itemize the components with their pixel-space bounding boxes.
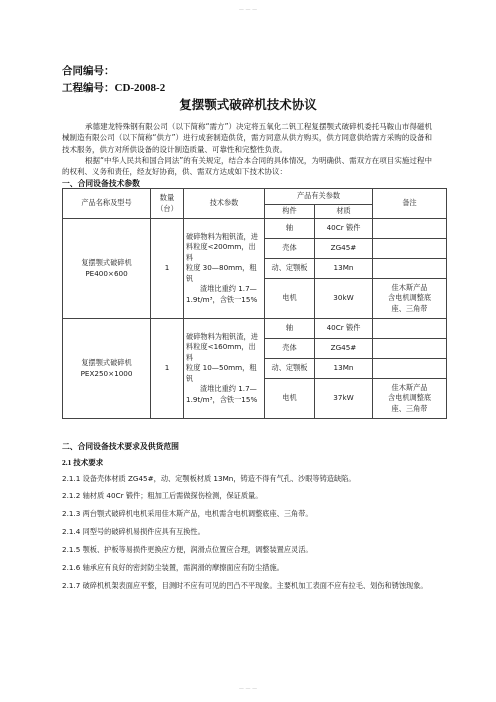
section-2-title: 二、合同设备技术要求及供货范围 [62,442,179,451]
remark-cell [373,259,447,279]
requirement-item: 2.1.5 颚板、护板等易损件更换应方便，润滑点位置应合理，调整装置应灵活。 [62,545,313,554]
component-cell: 电机 [265,279,315,319]
material-cell: 13Mn [315,259,373,279]
requirement-item: 2.1.7 破碎机机架表面应平整，目测时不应有可见的凹凸不平现象。主要机加工表面不应有拉毛、划伤和锈蚀现象。 [62,581,428,590]
requirement-item: 2.1.2 轴材质 40Cr 锻件；粗加工后需做探伤检测，保证质量。 [62,491,263,500]
product-cell: 复摆颚式破碎机 PE400×600 [63,219,151,319]
project-number-label: 工程编号： [62,82,115,94]
tech-params-cell: 破碎物料为粗钒渣，进 料粒度<160mm，出料 粒度 10—50mm，粗钒 渣堆比重约 1.7— 1.9t/m³，含铁一15% [184,319,265,419]
quantity-cell: 1 [151,219,184,319]
component-cell: 动、定颚板 [265,359,315,379]
component-cell: 电机 [265,379,315,419]
header-remark: 备注 [373,189,447,219]
contract-number-label: 合同编号： [62,65,115,77]
material-cell: 40Cr 锻件 [315,319,373,339]
requirement-item: 2.1.1 设备壳体材质 ZG45#，动、定颚板材质 13Mn，铸造不得有气孔、沙眼等铸造缺陷。 [62,474,356,483]
equipment-parameters-table [62,188,447,419]
basis-paragraph: 根据“中华人民共和国合同法”的有关规定，结合本合同的具体情况，为明确供、需双方在项目实施过程中的权利、义务和责任，经友好协商，供、需双方达成如下技术协议： [62,156,432,177]
requirement-item: 2.1.3 两台颚式破碎机电机采用佳木斯产品，电机需含电机调整底座、三角带。 [62,509,313,518]
footer-watermark: — — — [238,686,258,692]
component-cell: 轴 [265,319,315,339]
section-1-title: 一、合同设备技术参数 [62,179,140,188]
table-row [63,319,447,339]
component-cell: 壳体 [265,239,315,259]
product-cell: 复摆颚式破碎机 PEX250×1000 [63,319,151,419]
remark-cell [373,239,447,259]
component-cell: 动、定颚板 [265,259,315,279]
requirement-item: 2.1.4 同型号的破碎机易损件应具有互换性。 [62,527,205,536]
remark-cell: 佳木斯产品 含电机调整底 座、三角带 [373,379,447,419]
header-related-params: 产品有关参数 [265,189,373,205]
material-cell: 37kW [315,379,373,419]
subsection-title: 2.1 技术要求 [62,458,104,467]
header-tech-params: 技术参数 [184,189,265,219]
material-cell: ZG45# [315,339,373,359]
document-title: 复摆颚式破碎机技术协议 [179,97,317,112]
project-code: CD-2008-2 [114,82,166,94]
header-component: 构件 [265,205,315,219]
component-cell: 轴 [265,219,315,239]
quantity-cell: 1 [151,319,184,419]
tech-params-cell: 破碎物料为粗钒渣，进 料粒度<200mm，出料 粒度 30—80mm，粗钒 渣堆比重约 1.7— 1.9t/m³，含铁一15% [184,219,265,319]
remark-cell [373,339,447,359]
header-watermark: — — — [238,7,258,13]
header-quantity: 数量（台） [151,189,184,219]
header-product: 产品名称及型号 [63,189,151,219]
remark-cell: 佳木斯产品 含电机调整底 座、三角带 [373,279,447,319]
component-cell: 壳体 [265,339,315,359]
remark-cell [373,359,447,379]
material-cell: ZG45# [315,239,373,259]
requirement-item: 2.1.6 轴承应有良好的密封防尘装置，需润滑的摩擦面应有防尘措施。 [62,563,284,572]
header-material: 材质 [315,205,373,219]
material-cell: 40Cr 锻件 [315,219,373,239]
remark-cell [373,319,447,339]
intro-paragraph: 承德建龙特殊钢有限公司（以下简称“需方”）决定将五氧化二钒工程复摆颚式破碎机委托马鞍山市得磁机械制造有限公司（以下简称“供方”）进行成套制造供货，需方同意从供方购买，供方同意供给需方采购的设备和技术服务，供方对所供设备的设计制造质量、可靠性和完整性负责。 [62,122,432,154]
remark-cell [373,219,447,239]
table-row [63,219,447,239]
project-number [62,80,165,95]
material-cell: 13Mn [315,359,373,379]
material-cell: 30kW [315,279,373,319]
